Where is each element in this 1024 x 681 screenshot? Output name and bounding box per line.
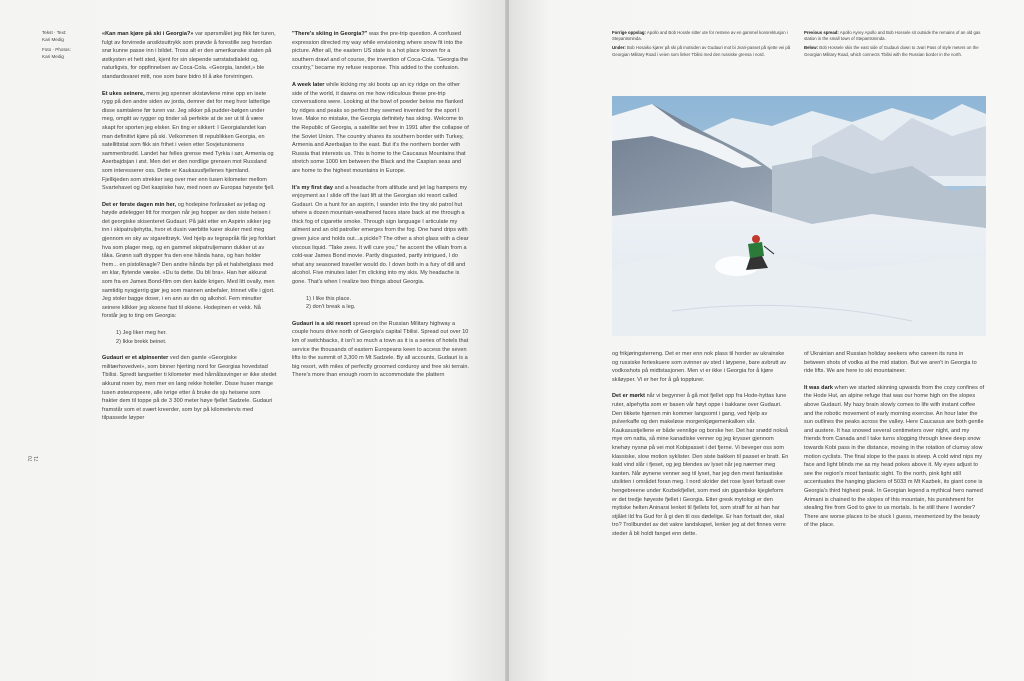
paragraph [804,350,986,376]
caption-body: Bob Hossele skis the east side of Gudauri down to Jvari Pass of style meters on the Georgian Military Road, which connects Tbilisi with the Russian border in the north. [804,45,979,57]
paragraph-lead: Et ukes seinere, [102,90,145,97]
text-credit-label: Tekst · Text: [42,30,67,35]
paragraph-body: when we started skinning upwards from the cozy confines of the Hode Hut, an alpine refuge that was our home high on the slopes above Gudauri. My hazy brain slowly comes to life with instant coffee and the robotic movement of early morning exercise. An hour later the sun outlines the peaks across the valley. Here Caucasus are both gentle and austere. It has snowed several centimeters over night, and my friends from Canada and I take turns slogging through knee deep snow towards Kobi pass in the distance, moving in the rotation of clumsy slow motion cyclists. The final slope to the pass is steep. A cold wind nips my face and light blinds me as my head pokes above it. My eyes adjust to see the region's most fantastic sight. To the north, pink light still accentuates the hanging glaciers of 5033 m Mt Kazbek, its giant cone is Georgia's third highest peak. In Georgian legend a mythical hero named Arimani is chained to the slopes of this mountain, his punishment for stealing fire from God to give to us mortals. Is he still there I wonder? There are worse places to be stuck I guess, mesmerized by the beauty of the place. [804,384,985,529]
paragraph-body: mens jeg spenner skistøvlene mine opp en isete rygg på den andre siden av jorda, demrer det for meg hvor latterlige disse samtalene før turen var. Jeg sikker på pudder-bølgen under meg, omgitt av rygger og tinder så perfekte at de ser ut til å være skapt for sporten jeg elsker. En ting er sikkert: I Georgialandet kan man definitivt kjøre på ski. Velkommen til republikken Georgia, en satellittstat som fikk sin frihet i veien etter Sovjetunionens sammenbrudd. Landet har felles grense med Tyrkia i sør, Armenia og Aserbajdsjan i øst. Men det er den nordlige grensen mot Russland som interesserer oss. Dette er Kaukasusfjellenes hjemland. Fjellkjeden som strekker seg over mer enn tusen kilometer mellom Svartehavet og Det kaspiske hav, med noen av Europas høyeste fjell. [102,90,275,192]
paragraph-body: was the pre-trip question. A confused expression directed my way while envisioning where snow fit into the picture. After all, the eastern US state is a hot place known for a southern drawl and of course, the invention of Coca-Cola. "Georgia the country," became my refuse response. This added to the confusion. [292,31,469,72]
caption-body: Bob Hosaiko kjører på ski på motsiden av Gudauri mot bi Jvari-passet på sjette vei på Georgian Military Road i veien som linker Tbilisi med den russiske grensa i nord. [612,45,791,57]
english-column [292,30,470,388]
paragraph [102,201,278,321]
caption-paragraph [804,45,986,57]
norwegian-column-right [612,350,790,546]
caption-lead: Forrige oppslag: [612,30,646,35]
page-numbers [28,456,40,462]
numbered-list [306,295,470,312]
paragraph [292,320,470,380]
paragraph [612,350,790,384]
paragraph-body: ved den gamle «Georgiske militærhovedvei», som binner hjerting nord for Georgias hovedstad Tbilisi. Spredt langsetter ti kilometer med hårnålssvinger er ikke stedet akkurat noen by, men mer en lang rekke hoteller. Disse huser mange tusen østeuropeere, alle ivrige etter å bruke de sju heisene som frakter dem til toppe på de 3 300 meter høye fjellet Sadzele. Gudauri framstår som et svært kreerder, som byr på kilometervis med tilpassede løyper [102,355,277,422]
photo-credit-label: Foto · Photos: [42,47,71,53]
paragraph-body: og frikjøringsterreng. Det er mer enn nok plass til horder av ukrainske og russiske ferieskuere som svinner av sted i løypene, bare avbrutt av vodkoshots på midtstasjonen. Men vi er ikke i Georgia for å kjøre skiløyper. Vi er her for å gå toppturer. [612,351,787,383]
credits [42,30,94,64]
paragraph-lead: It was dark [804,384,833,391]
paragraph-lead: Gudauri is a ski resort [292,320,352,327]
paragraph [102,30,278,82]
paragraph-lead: Det er første dagen min her, [102,201,177,208]
skier-helmet [752,235,760,243]
caption-lead: Below: [804,45,819,51]
caption-body: Apollo Ayrey Apollo and Bob Hossele sit outside the remains of an old gas station in the small town of Stepantsminda. [804,30,981,42]
paragraph-body: spread on the Russian Military highway a couple hours drive north of Georgia's capital Tbilisi. Spread out over 10 km of switchbacks, it isn't so much a town as it is a series of hotels that service the thousands of eastern Europeans keen to access the seven lifts to the summit of 3,300 m Mt Sadzele. By all accounts, Gudauri is a big resort, with miles of perfectly groomed corduroy and free ski terrain. There's more than enough room to accommodate the plattern [292,320,470,379]
skier-photo [612,96,986,336]
caption-paragraph [612,30,792,42]
skier-jacket [748,242,764,258]
numbered-list [116,329,278,346]
caption-paragraph [804,30,986,42]
list-item: 2) don't break a leg. [306,304,356,311]
paragraph-body: of Ukrainian and Russian holiday seekers who careen its runs in between shots of vodka at the mid station. But we aren't in Georgia to ride lifts. We are here to ski mountaineer. [804,351,977,375]
paragraph [804,384,986,530]
paragraph-body: når vi begynner å gå mot fjellet opp fra Hode-hyttas lune ruter, alpehytta som er basen vår høyt oppe i bakkane over Gudauri. Den tikkete hjørnen min kommer langsomt i gang, ved hjelp av pulverkaffe og den makeløse morgenkjøgemenkalken vår. Kaukasustjellene er både vennlige og borske her. Det har snødd nokså mye om natta, så mine kanadiske venner og jeg krysser gjennom knehøy nysnø på vei mot Kobipasset i det fjerne. Vi beveger oss som klassiske, slow motion syklister. Den siste bakken til passet er bratt. En kald vind slår i fjeset, og jeg blendes av lyset når jeg nærmer meg kanten. Når øynene venner seg til lyset, har jeg den mest fantastiske utsikten i området foran meg. I nord skrider det rose lyset fortsatt over hengebreene under Kozbekfjellet, som med sin gigantiske kjegleform er det tredje høyeste fjellet i Georgia. Etter gresk mytologi er den mytiske helten Aninarsi lenket til fjellets fot, som straff for at han har stjålet ild fra Gud for å gi den til oss dødelige. Er han fortsatt der, skal tro? Trollbundet av det vakre landskapet, lenker jeg at det finnes verre steder å bli holdt fanget enn dette. [612,393,789,537]
paragraph [292,184,470,287]
photo-credit-author: Kari Medig [42,53,64,59]
left-page [0,0,507,681]
list-item: 1) I like this place. [306,295,352,302]
paragraph-lead: Gudauri er et alpinsenter [102,355,169,362]
paragraph [102,90,278,193]
page-number-right: 71 [34,456,40,462]
caption-lead: Under: [612,45,626,51]
list-item: 1) Jeg liker meg her. [116,330,167,336]
paragraph-lead: «Kan man kjøre på ski i Georgia?» [102,31,194,37]
photo-credit [42,47,94,60]
paragraph-lead: A week later [292,81,325,88]
caption-lead: Previous spread: [804,30,839,35]
paragraph-lead: Det er mørkt [612,393,645,400]
paragraph [102,354,278,423]
text-credit-author: Kari Medig [42,36,64,42]
mountain-ski-illustration [612,96,986,336]
paragraph-body: while kicking my ski boots up an icy ridge on the other side of the world, it dawns on me how ridiculous these pre-trip conversations were. Looking at the bowl of powder below me flanked by ridges and peaks so perfect they seemed invented for the sport I love. Make no mistake, the Georgia definitely has skiing. Welcome to the Republic of Georgia, a satellite set free in 1991 after the collapse of the Soviet Union. The country shares its southern border with Turkey, Armenia and Azerbaijan to the east. But it's the northern border with Russia that interests us. This is home to the Caucasus Mountains that stretch some 1000 km between the Black and the Caspian seas and are home to the highest mountains in Europe. [292,81,469,174]
english-column-right [804,350,986,538]
paragraph-body: and a headache from altitude and jet lag hampers my enjoyment as I slide off the last lift at the Georgian ski resort called Gudauri. On a hunt for an aspirin, I wander into the tiny ski patrol hut where a dozen mountain-weathered faces stare back at me through a thick fog of cigarette smoke. Through sign language I articulate my ailment and an old patroller emerges from the fog. One hand drips with green juice and holds out...a pickle? The other a shot glass with a clear viscous liquid. "Take zees. It will cure you," he accent the villain from a cold-war James Bond movie. Partly disgusted, partly intrigued, I do what any seasoned traveller would do. I down both in a fury of dill and alcohol. Five minutes later I'm clicking into my skis. My headache is gone. That's when I realize two things about Georgia. [292,184,469,286]
norwegian-column [102,30,278,431]
paragraph-lead: It's my first day [292,184,333,191]
page-number-left: 70 [28,456,34,462]
paragraph-body: og hodepine forårsaket av jetlag og høyde ødelegger litt for morgen når jeg hopper av den siste heisen i det georgiske skisenteret Gudauri. På jakt etter en Aspirin sikker jeg inn i skipatruljehytta, hvor et dusin værbitte karer skuler med meg gjennom en sky av sigarettrøyk. Ved hjelp av tegnspråk får jeg forklart hva som plager meg, og en gammel skipatruljemann dukker ut av tåka. Grønn saft drypper fra den ene hånda hans, og han holder frem... en pistolknagle? Den andre hånda byr på et halshetglass med en klar, flytende væske. «Du ta dette. Du bli bra». Han hør akkurat som fra en James Bond-film om den kalde krigen. Med litt ovally, men samtidig nysgjerrig gjør jeg som mannen anbefaler, trinnet ville i gjort. Jeg stoler bagge doser, i en ann av din og alkohol. Fem minutter seinere klikker jeg skoene fast til skiene. Hodepinen er vekk. Nå forstår jeg to ting om Georgia: [102,201,276,320]
photo-caption-english [804,30,986,61]
paragraph-lead: "There's skiing in Georgia?" [292,31,368,37]
paragraph [292,30,470,73]
caption-paragraph [612,45,792,57]
paragraph [292,81,470,176]
caption-body: Apollo and Bob Hossle sitter ute for restene av en gammel konsrektusjon i Stepantsminda. [612,30,788,42]
paragraph-body: var spørsmålet jeg fikk før turen, fulgt av forvirrede ansiktsuttrykk som prøvde å forestille seg hvordan snø kunne passe inn i bildet. Tross alt er den amerikanske staten på østkysten et hett sted, kjent for sin slepende sørstatsdialekt og, naturligvis, for oppfinnelsen av Coca-Cola. «Georgia, landet,» ble standardsvaret mitt, noe som bare bidro til å øke forvirringen. [102,31,276,80]
paragraph [612,392,790,538]
photo-caption-norwegian [612,30,792,61]
text-credit [42,30,94,43]
list-item: 2) Ikke brekk beinet. [116,338,167,345]
